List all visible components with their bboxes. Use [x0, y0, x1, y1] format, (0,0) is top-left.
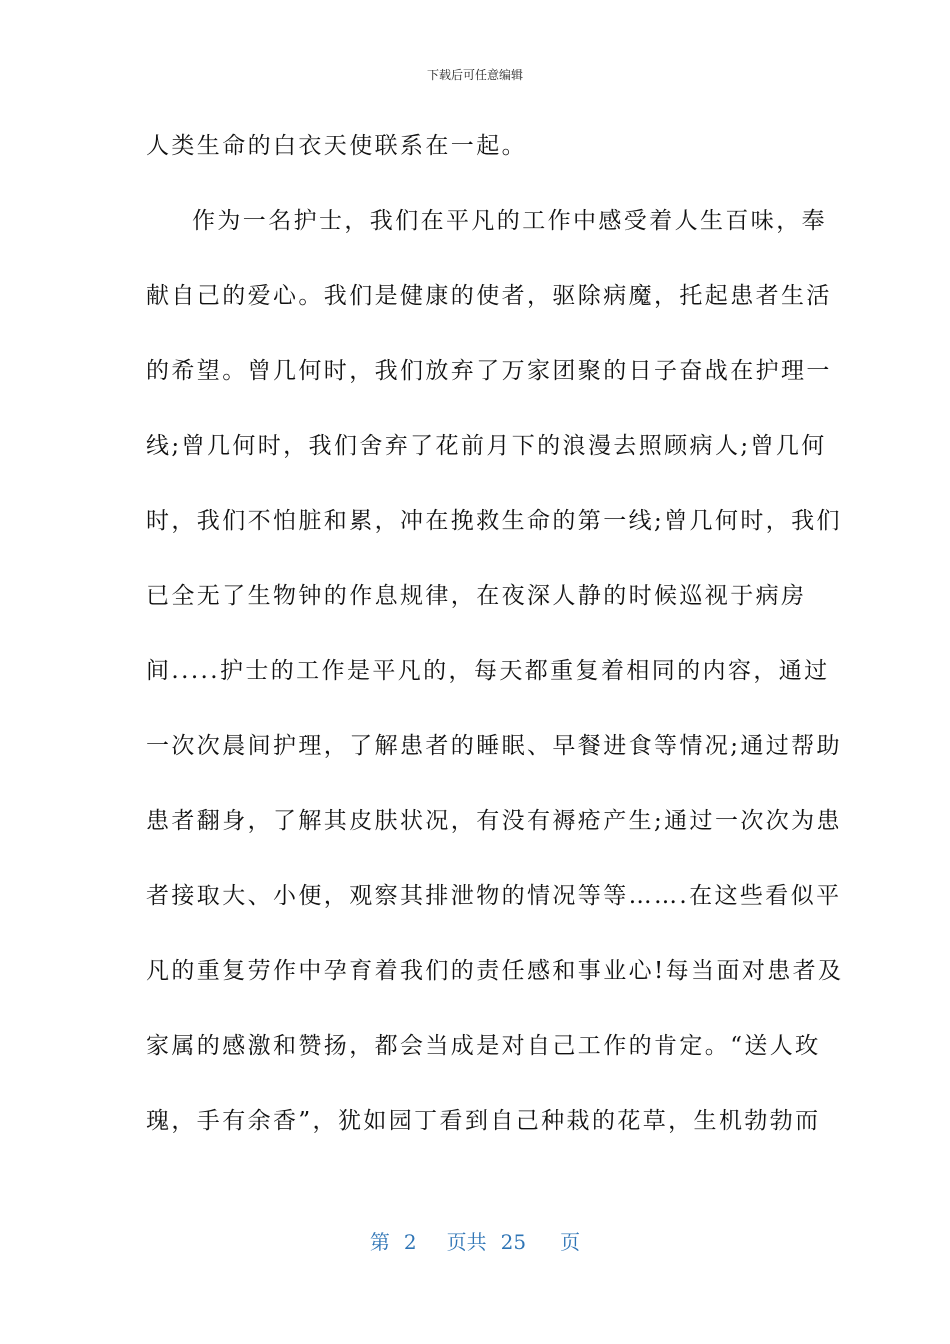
body-line: 患者翻身，了解其皮肤状况，有没有褥疮产生;通过一次次为患 [146, 808, 842, 834]
document-body [146, 128, 844, 1178]
page-footer [0, 1226, 950, 1255]
footer-page-total: 25 [500, 1230, 527, 1254]
footer-page-number: 2 [403, 1230, 417, 1254]
body-line: 间.....护士的工作是平凡的，每天都重复着相同的内容，通过 [146, 658, 830, 684]
body-line: 者接取大、小便，观察其排泄物的情况等等…….在这些看似平 [146, 883, 842, 909]
body-line: 线;曾几何时，我们舍弃了花前月下的浪漫去照顾病人;曾几何 [146, 433, 827, 459]
footer-page-suffix: 页 [560, 1230, 581, 1254]
body-line: 已全无了生物钟的作息规律，在夜深人静的时候巡视于病房 [146, 583, 807, 609]
body-line-paragraph-start: 作为一名护士，我们在平凡的工作中感受着人生百味，奉 [192, 208, 827, 234]
footer-page-mid: 页共 [446, 1230, 487, 1254]
body-line: 时，我们不怕脏和累，冲在挽救生命的第一线;曾几何时，我们 [146, 508, 842, 534]
page-header-note: 下载后可任意编辑 [426, 68, 523, 82]
body-line: 一次次晨间护理，了解患者的睡眠、早餐进食等情况;通过帮助 [146, 733, 842, 759]
body-line: 瑰，手有余香”，犹如园丁看到自己种栽的花草，生机勃勃而 [146, 1108, 821, 1134]
body-line: 凡的重复劳作中孕育着我们的责任感和事业心!每当面对患者及 [146, 958, 844, 984]
footer-page-prefix: 第 [369, 1230, 390, 1254]
body-line: 献自己的爱心。我们是健康的使者，驱除病魔，托起患者生活 [146, 283, 832, 309]
body-line: 人类生命的白衣天使联系在一起。 [146, 133, 527, 159]
body-line: 家属的感激和赞扬，都会当成是对自己工作的肯定。“送人玫 [146, 1033, 821, 1059]
body-line: 的希望。曾几何时，我们放弃了万家团聚的日子奋战在护理一 [146, 358, 832, 384]
